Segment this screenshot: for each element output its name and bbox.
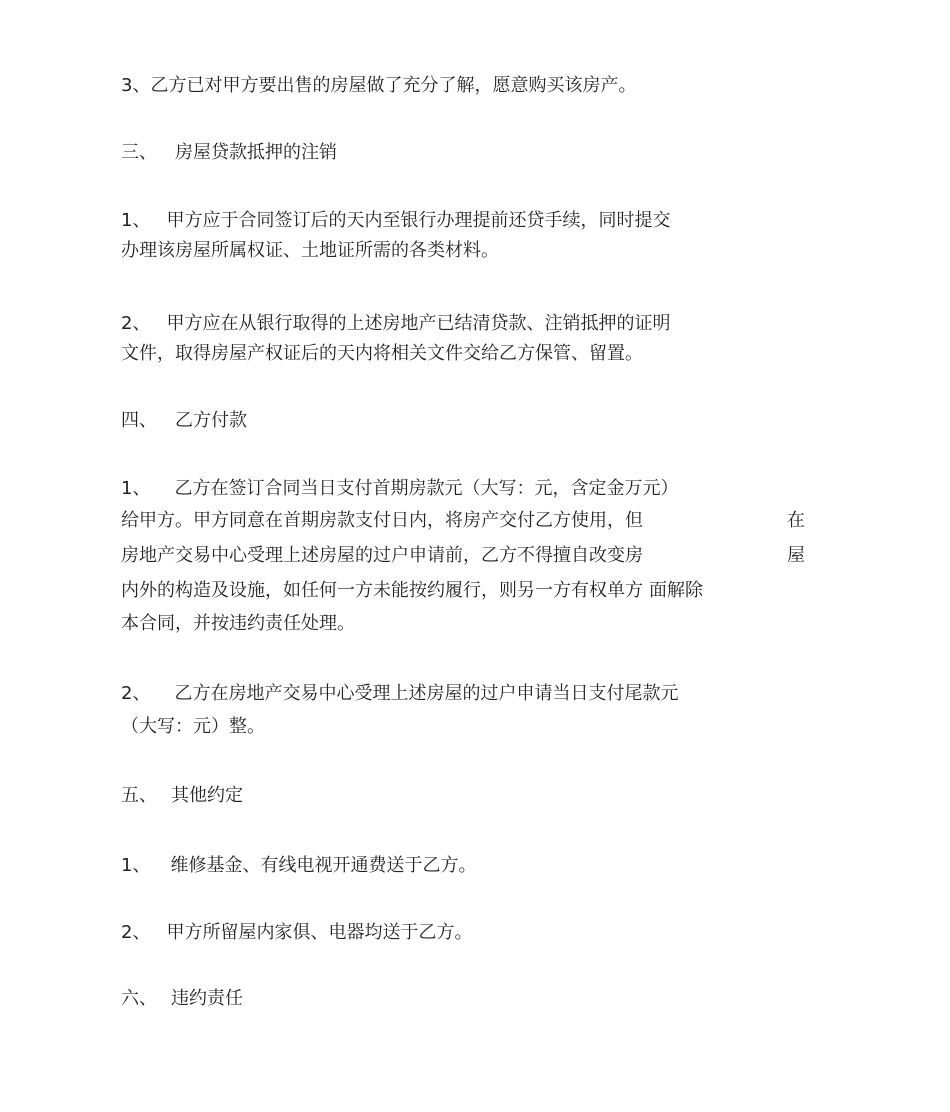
clause-4-2-line-2 [121,716,265,738]
clause-text: 甲方所留屋内家俱、电器均送于乙方。 [166,922,473,943]
clause-number: 1、 [121,478,151,499]
clause-3-2-line-2 [121,343,643,365]
section-3-heading [121,142,337,164]
clause-4-1-line-5 [121,613,355,635]
clause-number: 1、 [121,855,151,876]
section-number: 六、 [121,988,157,1009]
clause-number: 2、 [121,313,151,334]
clause-text-fragment: 屋 [787,545,805,566]
section-number: 五、 [121,785,157,806]
clause-text: 乙方在房地产交易中心受理上述房屋的过户申请当日支付尾款元 [174,683,679,704]
clause-text-fragment: 面解除 [649,580,703,601]
clause-4-1-line-3 [121,545,643,567]
clause-text: 内外的构造及设施，如任何一方未能按约履行，则另一方有权单方 [121,580,643,601]
clause-number: 1、 [121,210,151,231]
clause-text: 乙方在签订合同当日支付首期房款元（大写：元，含定金万元） [174,478,679,499]
clause-text: 文件，取得房屋产权证后的天内将相关文件交给乙方保管、留置。 [121,343,643,364]
clause-text: 维修基金、有线电视开通费送于乙方。 [170,855,477,876]
clause-text: 3、乙方已对甲方要出售的房屋做了充分了解，愿意购买该房产。 [121,75,637,96]
clause-text: 办理该房屋所属权证、土地证所需的各类材料。 [121,240,499,261]
clause-4-1-line-2 [121,510,643,532]
section-5-heading [121,785,243,807]
clause-4-1-line-1 [121,478,678,500]
section-title: 房屋贷款抵押的注销 [175,142,337,163]
clause-3-1-line-1 [121,210,670,232]
section-title: 违约责任 [171,988,243,1009]
section-number: 四、 [121,410,157,431]
clause-5-2 [121,922,472,944]
clause-text: 本合同，并按违约责任处理。 [121,613,355,634]
clause-2-3 [121,75,636,97]
clause-text: 给甲方。甲方同意在首期房款支付日内，将房产交付乙方使用，但 [121,510,643,531]
clause-text: 房地产交易中心受理上述房屋的过户申请前，乙方不得擅自改变房 [121,545,643,566]
clause-5-1 [121,855,476,877]
clause-text: 甲方应于合同签订后的天内至银行办理提前还贷手续，同时提交 [166,210,671,231]
section-title: 其他约定 [171,785,243,806]
clause-number: 2、 [121,922,151,943]
clause-4-2-line-1 [121,683,678,705]
clause-text-fragment: 在 [787,510,805,531]
clause-3-2-line-1 [121,313,670,335]
clause-number: 2、 [121,683,151,704]
clause-text: 甲方应在从银行取得的上述房地产已结清贷款、注销抵押的证明 [166,313,671,334]
section-number: 三、 [121,142,157,163]
clause-4-1-line-4 [121,580,703,602]
section-6-heading [121,988,243,1010]
section-4-heading [121,410,247,432]
clause-3-1-line-2 [121,240,499,262]
clause-text: （大写：元）整。 [121,716,265,737]
section-title: 乙方付款 [175,410,247,431]
